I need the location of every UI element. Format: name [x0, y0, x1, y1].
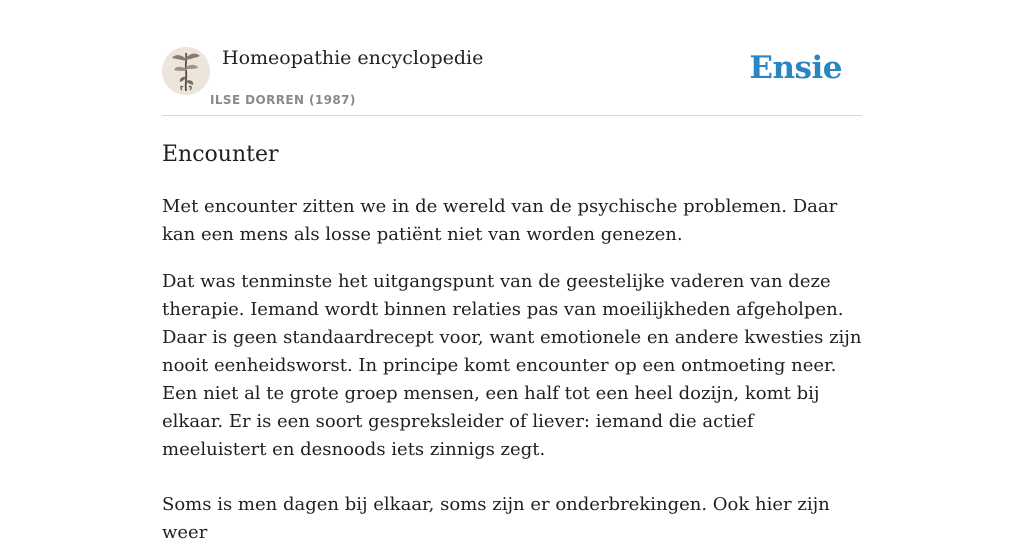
article-paragraph: Soms is men dagen bij elkaar, soms zijn er onderbrekingen. Ook hier zijn weer	[162, 494, 830, 543]
page-title: Encounter	[162, 142, 279, 167]
article-paragraph: Met encounter zitten we in de wereld van de psychische problemen. Daar kan een mens als losse patiënt niet van worden genezen.	[162, 196, 838, 245]
source-avatar[interactable]	[162, 47, 210, 95]
source-header	[162, 0, 862, 116]
botanical-plant-icon	[162, 47, 210, 95]
source-author: ILSE DORREN (1987)	[210, 93, 356, 107]
ensie-logo[interactable]: Ensie	[749, 50, 842, 86]
article-container	[162, 0, 862, 547]
article-paragraph: Dat was tenminste het uitgangspunt van de geestelijke vaderen van deze therapie. Iemand wordt binnen relaties pas van moeilijkheden afgeholpen. Daar is geen standaardrecept voor, want emotionele en andere kwesties zijn nooit eenheidsworst. In principe komt encounter op een ontmoeting neer. Een niet al te grote groep mensen, een half tot een heel dozijn, komt bij elkaar. Er is een soort gespreksleider of liever: iemand die actief meeluistert en desnoods iets zinnigs zegt.	[162, 271, 862, 460]
source-title[interactable]: Homeopathie encyclopedie	[222, 47, 484, 69]
